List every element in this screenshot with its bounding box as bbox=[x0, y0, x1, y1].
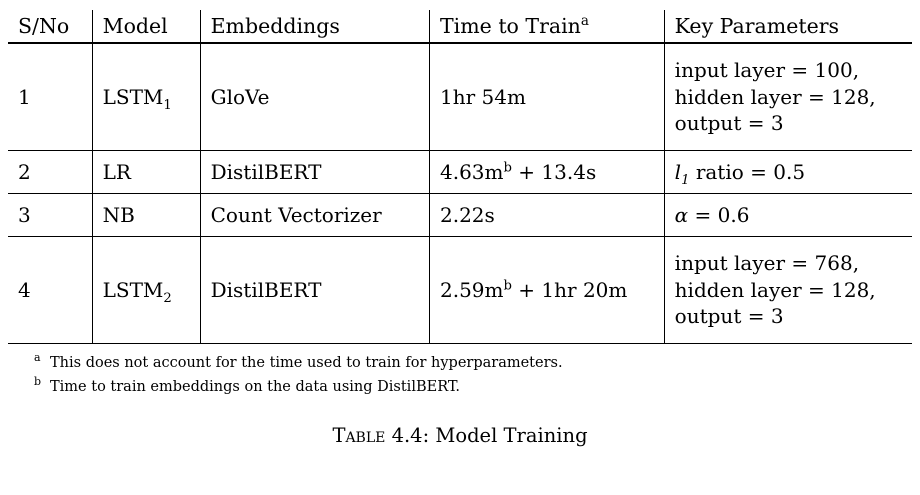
footnote-a-marker: a bbox=[34, 351, 41, 364]
cell-embeddings: Count Vectorizer bbox=[200, 194, 429, 237]
cell-model bbox=[92, 43, 200, 151]
footnote-b-text: Time to train embeddings on the data using DistilBERT. bbox=[50, 378, 461, 395]
key-param-symbol-subscript: 1 bbox=[681, 173, 690, 188]
caption-number: 4.4: bbox=[391, 423, 430, 447]
cell-embeddings: DistilBERT bbox=[200, 237, 429, 344]
table-caption bbox=[8, 424, 912, 447]
cell-model-text: LSTM bbox=[102, 85, 164, 109]
cell-time-text: 1hr 54m bbox=[440, 85, 526, 109]
cell-sno: 2 bbox=[8, 151, 92, 194]
key-param-rest: ratio = 0.5 bbox=[689, 160, 806, 184]
cell-time-text: 2.22s bbox=[440, 203, 495, 227]
column-header-model: Model bbox=[92, 10, 200, 43]
key-param-line: output = 3 bbox=[674, 111, 784, 136]
table-body bbox=[8, 43, 912, 343]
cell-model-text: LSTM bbox=[102, 278, 164, 302]
cell-model-subscript: 2 bbox=[163, 291, 172, 306]
key-param-line: hidden layer = 128, bbox=[674, 84, 876, 109]
footnote-marker-b: b bbox=[503, 160, 512, 176]
key-param-symbol: α bbox=[674, 203, 689, 227]
cell-key-parameters bbox=[664, 43, 912, 151]
footnote-b bbox=[34, 374, 912, 398]
column-header-sno: S/No bbox=[18, 14, 70, 38]
cell-sno: 1 bbox=[8, 43, 92, 151]
column-header-key-parameters: Key Parameters bbox=[664, 10, 912, 43]
footnote-a-text: This does not account for the time used to train for hyperparameters. bbox=[50, 354, 563, 371]
footnote-marker-a: a bbox=[580, 13, 589, 30]
key-param-line: output = 3 bbox=[674, 304, 784, 329]
cell-time bbox=[430, 237, 665, 344]
table-row bbox=[8, 43, 912, 151]
cell-model bbox=[92, 237, 200, 344]
cell-time-suffix: + 1hr 20m bbox=[511, 278, 628, 302]
footnote-b-marker: b bbox=[34, 374, 42, 388]
table-header-row bbox=[8, 10, 912, 43]
cell-key-parameters bbox=[664, 237, 912, 344]
caption-title: Model Training bbox=[435, 423, 588, 447]
table-header bbox=[8, 10, 912, 43]
key-param-line: hidden layer = 128, bbox=[674, 277, 876, 302]
key-param-symbol: l bbox=[674, 160, 682, 184]
table-row bbox=[8, 194, 912, 237]
table-figure bbox=[0, 10, 920, 495]
column-header-embeddings: Embeddings bbox=[200, 10, 429, 43]
table-row bbox=[8, 237, 912, 344]
key-param-rest: = 0.6 bbox=[688, 203, 750, 227]
column-header-time-text: Time to Train bbox=[440, 14, 581, 38]
cell-key-parameters bbox=[664, 194, 912, 237]
footnote-marker-b: b bbox=[503, 278, 512, 294]
footnotes bbox=[8, 350, 912, 398]
cell-time-text: 4.63m bbox=[440, 160, 504, 184]
cell-model-text: NB bbox=[102, 203, 135, 227]
footnote-a bbox=[34, 350, 912, 374]
cell-model bbox=[92, 151, 200, 194]
cell-model-subscript: 1 bbox=[163, 98, 172, 113]
model-training-table bbox=[8, 10, 912, 343]
table-row bbox=[8, 151, 912, 194]
cell-embeddings: GloVe bbox=[200, 43, 429, 151]
key-param-line: input layer = 100, bbox=[674, 58, 860, 83]
cell-embeddings: DistilBERT bbox=[200, 151, 429, 194]
cell-model-text: LR bbox=[102, 160, 131, 184]
cell-time-text: 2.59m bbox=[440, 278, 504, 302]
key-param-line: input layer = 768, bbox=[674, 251, 860, 276]
cell-time bbox=[430, 43, 665, 151]
cell-key-parameters bbox=[664, 151, 912, 194]
caption-label: Table bbox=[332, 423, 386, 447]
column-header-time-to-train bbox=[430, 10, 665, 43]
cell-sno: 4 bbox=[8, 237, 92, 344]
cell-sno: 3 bbox=[8, 194, 92, 237]
cell-time-suffix: + 13.4s bbox=[511, 160, 597, 184]
cell-model bbox=[92, 194, 200, 237]
table-bottom-rule bbox=[8, 343, 912, 344]
cell-time bbox=[430, 151, 665, 194]
cell-time bbox=[430, 194, 665, 237]
